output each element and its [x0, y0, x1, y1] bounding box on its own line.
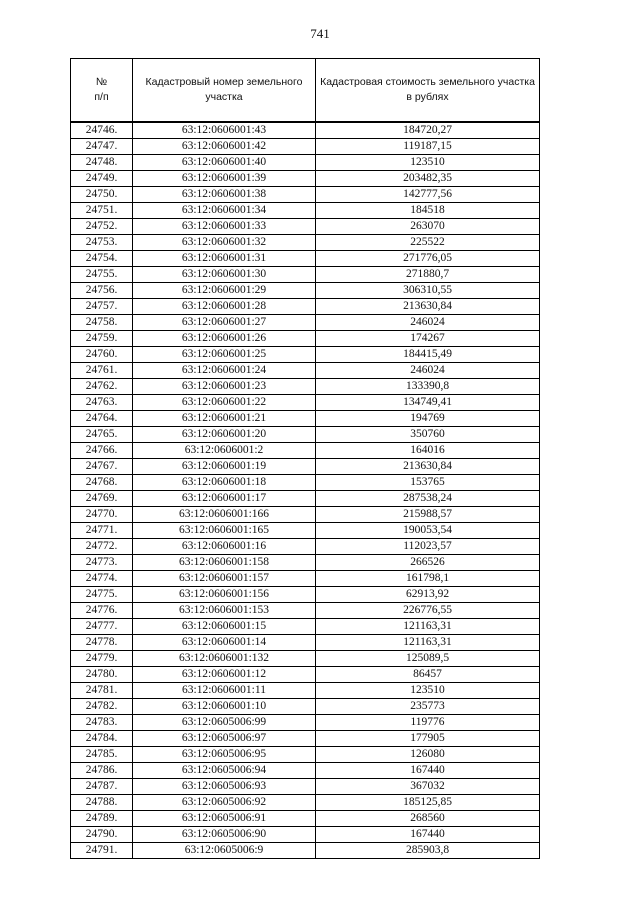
table-row — [71, 187, 540, 203]
cadastral-value: 161798,1 — [316, 571, 540, 587]
row-number: 24746. — [71, 122, 133, 139]
cadastral-value: 164016 — [316, 443, 540, 459]
row-number: 24789. — [71, 811, 133, 827]
table-row — [71, 571, 540, 587]
cadastral-number: 63:12:0605006:91 — [133, 811, 316, 827]
cadastral-number: 63:12:0606001:2 — [133, 443, 316, 459]
cadastral-value: 350760 — [316, 427, 540, 443]
table-row — [71, 811, 540, 827]
table-row — [71, 747, 540, 763]
cadastral-value: 167440 — [316, 763, 540, 779]
table-row — [71, 699, 540, 715]
row-number: 24758. — [71, 315, 133, 331]
row-number: 24757. — [71, 299, 133, 315]
table-row — [71, 251, 540, 267]
table-row — [71, 683, 540, 699]
row-number: 24756. — [71, 283, 133, 299]
table-header — [71, 59, 540, 123]
cadastral-number: 63:12:0606001:22 — [133, 395, 316, 411]
cadastral-number: 63:12:0606001:43 — [133, 122, 316, 139]
cadastral-number: 63:12:0606001:32 — [133, 235, 316, 251]
row-number: 24791. — [71, 843, 133, 859]
row-number: 24765. — [71, 427, 133, 443]
cadastral-number: 63:12:0606001:21 — [133, 411, 316, 427]
cadastral-number: 63:12:0605006:99 — [133, 715, 316, 731]
cadastral-value: 287538,24 — [316, 491, 540, 507]
cadastral-number: 63:12:0606001:30 — [133, 267, 316, 283]
row-number: 24771. — [71, 523, 133, 539]
cadastral-number: 63:12:0606001:10 — [133, 699, 316, 715]
cadastral-value: 123510 — [316, 155, 540, 171]
cadastral-number: 63:12:0606001:17 — [133, 491, 316, 507]
table-row — [71, 635, 540, 651]
cadastral-value-table — [70, 58, 540, 859]
cadastral-value: 126080 — [316, 747, 540, 763]
row-number: 24752. — [71, 219, 133, 235]
table-row — [71, 331, 540, 347]
cadastral-value: 125089,5 — [316, 651, 540, 667]
cadastral-number: 63:12:0605006:90 — [133, 827, 316, 843]
cadastral-value: 271776,05 — [316, 251, 540, 267]
cadastral-number: 63:12:0605006:9 — [133, 843, 316, 859]
table-row — [71, 395, 540, 411]
table-row — [71, 651, 540, 667]
cadastral-value: 225522 — [316, 235, 540, 251]
row-number: 24781. — [71, 683, 133, 699]
table-row — [71, 139, 540, 155]
cadastral-value: 213630,84 — [316, 459, 540, 475]
table-row — [71, 427, 540, 443]
row-number: 24775. — [71, 587, 133, 603]
cadastral-value: 133390,8 — [316, 379, 540, 395]
cadastral-number: 63:12:0606001:157 — [133, 571, 316, 587]
cadastral-value: 184518 — [316, 203, 540, 219]
table-row — [71, 587, 540, 603]
cadastral-value: 235773 — [316, 699, 540, 715]
row-number: 24784. — [71, 731, 133, 747]
row-number: 24785. — [71, 747, 133, 763]
cadastral-number: 63:12:0606001:33 — [133, 219, 316, 235]
table-row — [71, 667, 540, 683]
table-row — [71, 779, 540, 795]
row-number: 24776. — [71, 603, 133, 619]
row-number: 24773. — [71, 555, 133, 571]
table-row — [71, 523, 540, 539]
table-row — [71, 363, 540, 379]
table-row — [71, 731, 540, 747]
cadastral-value: 119776 — [316, 715, 540, 731]
cadastral-number: 63:12:0606001:28 — [133, 299, 316, 315]
row-number: 24760. — [71, 347, 133, 363]
cadastral-value: 246024 — [316, 363, 540, 379]
cadastral-value: 194769 — [316, 411, 540, 427]
cadastral-number: 63:12:0606001:27 — [133, 315, 316, 331]
cadastral-value: 121163,31 — [316, 619, 540, 635]
cadastral-number: 63:12:0606001:11 — [133, 683, 316, 699]
column-header-number: № п/п — [71, 59, 133, 123]
cadastral-value: 268560 — [316, 811, 540, 827]
cadastral-value: 226776,55 — [316, 603, 540, 619]
cadastral-value: 185125,85 — [316, 795, 540, 811]
row-number: 24767. — [71, 459, 133, 475]
cadastral-number: 63:12:0606001:14 — [133, 635, 316, 651]
cadastral-value: 123510 — [316, 683, 540, 699]
table-row — [71, 539, 540, 555]
table-row — [71, 795, 540, 811]
row-number: 24787. — [71, 779, 133, 795]
table-row — [71, 267, 540, 283]
row-number: 24753. — [71, 235, 133, 251]
row-number: 24747. — [71, 139, 133, 155]
table-row — [71, 555, 540, 571]
table-row — [71, 219, 540, 235]
table-row — [71, 715, 540, 731]
cadastral-number: 63:12:0606001:156 — [133, 587, 316, 603]
cadastral-value: 153765 — [316, 475, 540, 491]
cadastral-number: 63:12:0606001:38 — [133, 187, 316, 203]
row-number: 24755. — [71, 267, 133, 283]
cadastral-value: 121163,31 — [316, 635, 540, 651]
cadastral-number: 63:12:0606001:20 — [133, 427, 316, 443]
row-number: 24790. — [71, 827, 133, 843]
cadastral-value: 174267 — [316, 331, 540, 347]
cadastral-number: 63:12:0606001:42 — [133, 139, 316, 155]
cadastral-value: 246024 — [316, 315, 540, 331]
row-number: 24788. — [71, 795, 133, 811]
cadastral-value: 263070 — [316, 219, 540, 235]
cadastral-value: 177905 — [316, 731, 540, 747]
cadastral-number: 63:12:0606001:153 — [133, 603, 316, 619]
cadastral-number: 63:12:0606001:132 — [133, 651, 316, 667]
table-row — [71, 619, 540, 635]
cadastral-number: 63:12:0605006:97 — [133, 731, 316, 747]
table-row — [71, 411, 540, 427]
row-number: 24769. — [71, 491, 133, 507]
cadastral-value: 184415,49 — [316, 347, 540, 363]
row-number: 24777. — [71, 619, 133, 635]
row-number: 24768. — [71, 475, 133, 491]
table-row — [71, 491, 540, 507]
table-row — [71, 379, 540, 395]
row-number: 24774. — [71, 571, 133, 587]
table-body — [71, 122, 540, 859]
cadastral-number: 63:12:0605006:95 — [133, 747, 316, 763]
cadastral-value: 285903,8 — [316, 843, 540, 859]
table-row — [71, 763, 540, 779]
table-row — [71, 827, 540, 843]
cadastral-number: 63:12:0606001:40 — [133, 155, 316, 171]
row-number: 24762. — [71, 379, 133, 395]
row-number: 24782. — [71, 699, 133, 715]
cadastral-number: 63:12:0606001:39 — [133, 171, 316, 187]
table-row — [71, 299, 540, 315]
row-number: 24766. — [71, 443, 133, 459]
row-number: 24764. — [71, 411, 133, 427]
cadastral-number: 63:12:0605006:92 — [133, 795, 316, 811]
cadastral-number: 63:12:0606001:24 — [133, 363, 316, 379]
cadastral-value: 119187,15 — [316, 139, 540, 155]
cadastral-value: 306310,55 — [316, 283, 540, 299]
row-number: 24780. — [71, 667, 133, 683]
cadastral-value: 142777,56 — [316, 187, 540, 203]
row-number: 24772. — [71, 539, 133, 555]
table-row — [71, 122, 540, 139]
table-row — [71, 155, 540, 171]
row-number: 24770. — [71, 507, 133, 523]
column-header-cadastral-value: Кадастровая стоимость земельного участка в рублях — [316, 59, 540, 123]
table-row — [71, 203, 540, 219]
cadastral-number: 63:12:0606001:15 — [133, 619, 316, 635]
cadastral-number: 63:12:0606001:25 — [133, 347, 316, 363]
table-row — [71, 507, 540, 523]
cadastral-number: 63:12:0606001:16 — [133, 539, 316, 555]
row-number: 24759. — [71, 331, 133, 347]
row-number: 24761. — [71, 363, 133, 379]
table-row — [71, 475, 540, 491]
row-number: 24786. — [71, 763, 133, 779]
cadastral-number: 63:12:0606001:165 — [133, 523, 316, 539]
cadastral-number: 63:12:0605006:93 — [133, 779, 316, 795]
page-number: 741 — [310, 26, 330, 41]
cadastral-value: 134749,41 — [316, 395, 540, 411]
cadastral-value: 62913,92 — [316, 587, 540, 603]
cadastral-number: 63:12:0606001:34 — [133, 203, 316, 219]
cadastral-value: 203482,35 — [316, 171, 540, 187]
cadastral-value: 190053,54 — [316, 523, 540, 539]
row-number: 24779. — [71, 651, 133, 667]
cadastral-number: 63:12:0606001:29 — [133, 283, 316, 299]
row-number: 24754. — [71, 251, 133, 267]
cadastral-number: 63:12:0606001:166 — [133, 507, 316, 523]
table-row — [71, 171, 540, 187]
cadastral-value: 271880,7 — [316, 267, 540, 283]
cadastral-value: 266526 — [316, 555, 540, 571]
cadastral-value: 112023,57 — [316, 539, 540, 555]
cadastral-number: 63:12:0606001:19 — [133, 459, 316, 475]
row-number: 24751. — [71, 203, 133, 219]
row-number: 24749. — [71, 171, 133, 187]
row-number: 24778. — [71, 635, 133, 651]
table-row — [71, 347, 540, 363]
row-number: 24783. — [71, 715, 133, 731]
cadastral-number: 63:12:0606001:31 — [133, 251, 316, 267]
cadastral-value: 184720,27 — [316, 122, 540, 139]
cadastral-number: 63:12:0606001:23 — [133, 379, 316, 395]
table-row — [71, 315, 540, 331]
cadastral-number: 63:12:0605006:94 — [133, 763, 316, 779]
cadastral-value: 213630,84 — [316, 299, 540, 315]
cadastral-number: 63:12:0606001:12 — [133, 667, 316, 683]
cadastral-value: 367032 — [316, 779, 540, 795]
row-number: 24763. — [71, 395, 133, 411]
table-row — [71, 443, 540, 459]
cadastral-number: 63:12:0606001:158 — [133, 555, 316, 571]
table-row — [71, 603, 540, 619]
row-number: 24748. — [71, 155, 133, 171]
cadastral-value: 167440 — [316, 827, 540, 843]
row-number: 24750. — [71, 187, 133, 203]
table-row — [71, 283, 540, 299]
cadastral-number: 63:12:0606001:26 — [133, 331, 316, 347]
table-row — [71, 235, 540, 251]
table-row — [71, 843, 540, 859]
cadastral-value: 86457 — [316, 667, 540, 683]
cadastral-value: 215988,57 — [316, 507, 540, 523]
column-header-cadastral-number: Кадастровый номер земельного участка — [133, 59, 316, 123]
table-row — [71, 459, 540, 475]
cadastral-number: 63:12:0606001:18 — [133, 475, 316, 491]
